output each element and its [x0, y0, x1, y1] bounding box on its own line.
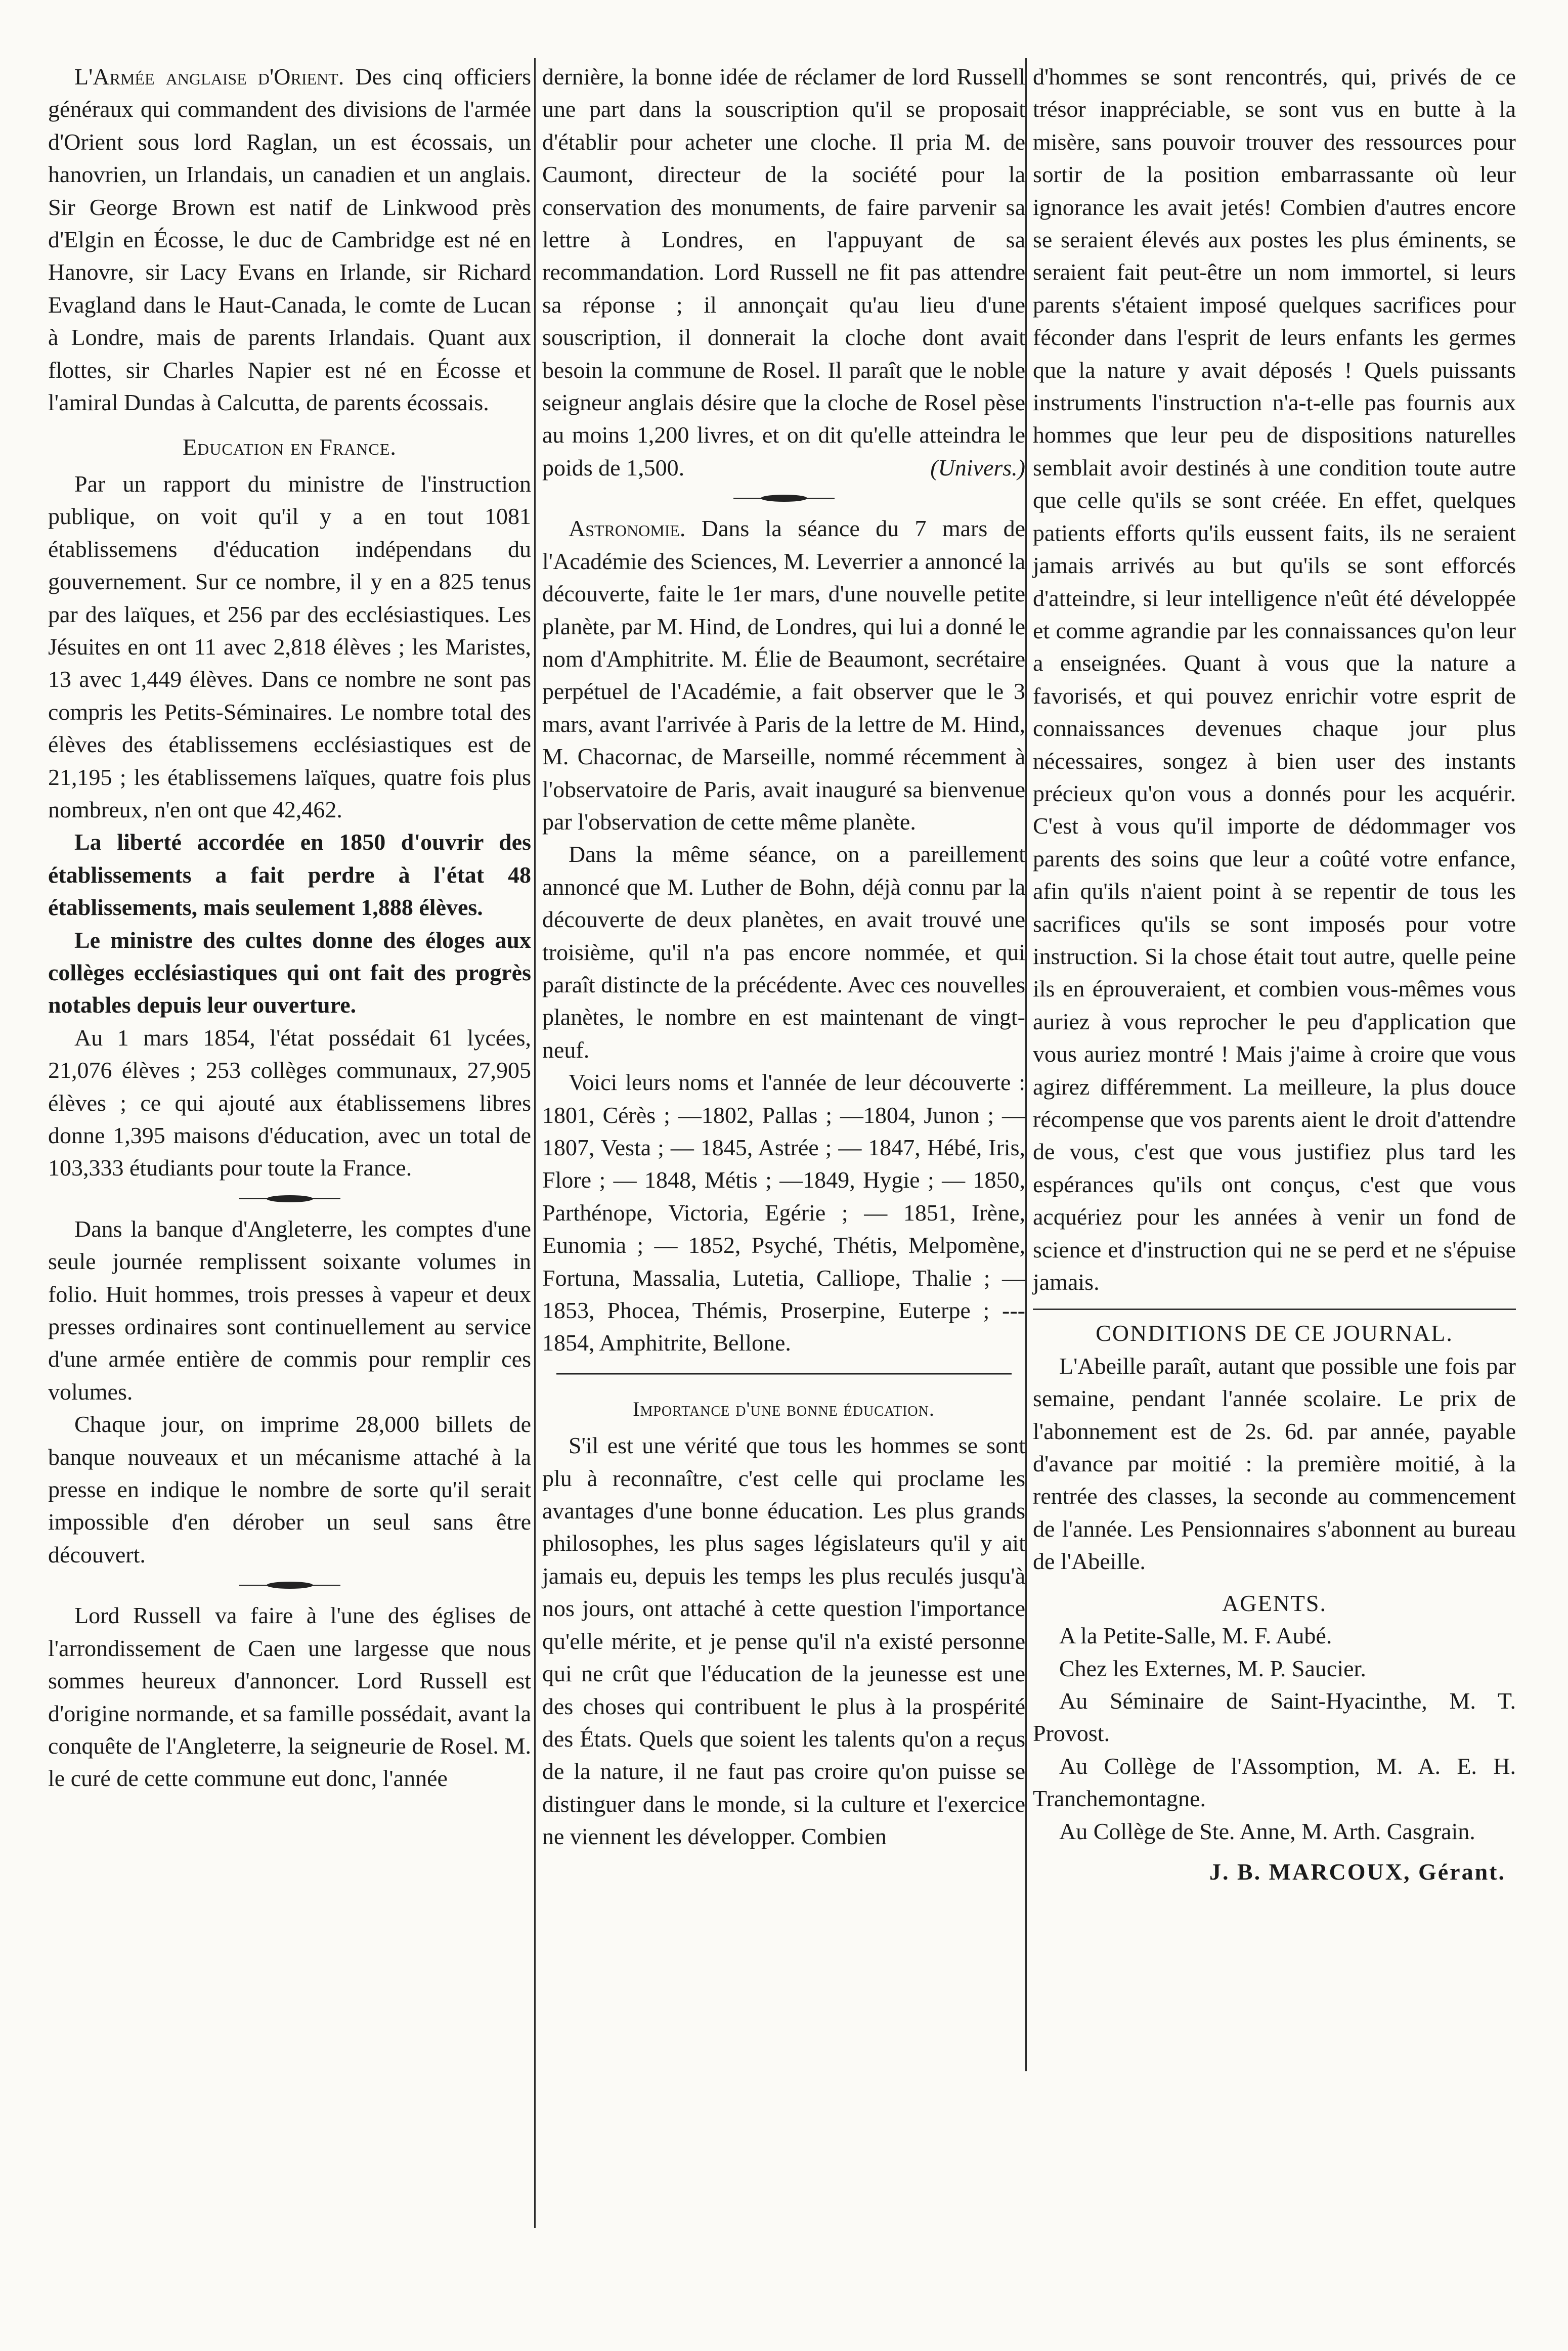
agent-line: Chez les Externes, M. P. Saucier. — [1059, 1655, 1366, 1681]
article-armee — [48, 61, 531, 419]
column-rule — [534, 58, 536, 2228]
separator-ornament — [48, 1192, 531, 1206]
article-heading: L'Armée anglaise d'Orient. — [74, 64, 344, 90]
paragraph: Voici leurs noms et l'année de leur découverte : 1801, Cérès ; —1802, Pallas ; —1804, Junon ; — 1807, Vesta ; — 1845, Astrée ; — 1847, Hébé, Iris, Flore ; — 1848, Métis ; —1849, Hygie ; — 1850, Parthénope, Victoria, Egérie ; — 1851, Irène, Eunomia ; — 1852, Psyché, Thétis, Melpomène, Fortuna, Massalia, Lutetia, Calliope, Thalie ; —1853, Phocea, Thémis, Proserpine, Euterpe ; --- 1854, Amphitrite, Bellone. — [542, 1069, 1025, 1356]
source-citation: (Univers.) — [930, 454, 1025, 481]
agent-line: A la Petite-Salle, M. F. Aubé. — [1059, 1623, 1332, 1649]
paragraph — [542, 61, 1025, 484]
column-left — [48, 61, 531, 1795]
paragraph-text: dernière, la bonne idée de réclamer de lord Russell une part dans la souscription qu'il se proposait d'établir pour acheter une cloche. Il pria M. de Caumont, directeur de la société pour la conservation des monuments, de faire parvenir sa lettre à Londres, en l'appuyant de sa recommandation. Lord Russell ne fit pas attendre sa réponse ; il annonçait qu'au lieu d'une souscription, il donnerait la cloche dont avait besoin la commune de Rosel. Il paraît que le noble seigneur anglais désire que la cloche de Rosel pèse au moins 1,200 livres, et on dit qu'elle atteindra le poids de 1,500. — [542, 64, 1025, 481]
article-body: Des cinq officiers généraux qui commandent des divisions de l'armée d'Orient sous lord Raglan, un est écossais, un hanovrien, un Irlandais, un canadien et un anglais. Sir George Brown est natif de Linkwood près d'Elgin en Écosse, le duc de Cambridge est né en Hanovre, sir Lacy Evans en Irlande, sir Richard Evagland dans le Haut-Canada, le comte de Lucan à Londre, mais de parents Irlandais. Quant aux flottes, sir Charles Napier est né en Écosse et l'amiral Dundas à Calcutta, de parents écossais. — [48, 64, 532, 416]
paragraph: Dans la banque d'Angleterre, les comptes d'une seule journée remplissent soixante volumes in folio. Huit hommes, trois presses à vapeur et deux presses ordinaires sont continuellement au service d'une armée entière de commis pour remplir ces volumes. — [48, 1215, 531, 1405]
agent-line: Au Collège de Ste. Anne, M. Arth. Casgrain. — [1059, 1818, 1475, 1844]
article-body: Dans la séance du 7 mars de l'Académie des Sciences, M. Leverrier a annoncé la découverte, faite le 1er mars, d'une nouvelle petite planète, par M. Hind, de Londres, qui lui a donné le nom d'Amphitrite. M. Élie de Beaumont, secrétaire perpétuel de l'Académie, a fait observer que le 3 mars, avant l'arrivée à Paris de la lettre de M. Hind, M. Chacornac, de Marseille, nommé récemment à l'observatoire de Paris, avait inauguré sa bienvenue par l'observation de cette même planète. — [542, 515, 1026, 835]
signature: J. B. MARCOUX, Gérant. — [1209, 1858, 1506, 1885]
article-heading: Astronomie. — [569, 515, 686, 542]
paragraph: Dans la même séance, on a pareillement annoncé que M. Luther de Bohn, déjà connu par la découverte de deux planètes, en avait trouvé une troisième, qu'il n'a pas encore nommée, et qui paraît distincte de la précédente. Avec ces nouvelles planètes, le nombre en est maintenant de vingt-neuf. — [542, 841, 1025, 1063]
paragraph: d'hommes se sont rencontrés, qui, privés de ce trésor inappréciable, se sont vus en butte à la misère, sans pouvoir trouver des ressources pour sortir de la position embarrassante où leur ignorance les avait jetés! Combien d'autres encore se seraient élevés aux postes les plus éminents, se seraient fait peut-être un nom immortel, si leurs parents s'étaient imposé quelques sacrifices pour féconder dans l'esprit de leurs enfants les germes que la nature y avait déposés ! Quels puissants instruments l'instruction n'a-t-elle pas fournis aux hommes que leur peu de dispositions naturelles semblait avoir destinés à une condition toute autre que celle qu'ils se sont créée. En effet, quelques patients efforts qu'ils eussent faits, ils ne seraient jamais arrivés au but qu'ils se sont efforcés d'atteindre, si leur intelligence n'eût été développée et comme agrandie par les connaissances qu'on leur a enseignées. Quant à vous que la nature a favorisés, et qui pouvez enrichir votre esprit de connaissances devenues chaque jour plus nécessaires, songez à bien user des instants précieux qu'on vous a donnés pour les acquérir. C'est à vous qu'il importe de dédommager vos parents des soins que leur a coûté votre enfance, afin qu'ils n'aient point à se repentir de tous les sacrifices qu'ils se sont imposés pour votre instruction. Si la chose était tout autre, quelle peine ils en éprouveraient, et combien vous-mêmes vous auriez à vous reprocher le peu d'application que vous auriez montré ! Mais j'aime à croire que vous agirez différemment. La meilleure, la plus douce récompense que vos parents aient le droit d'attendre de vous, c'est que vous justifiez plus tard les espérances qu'ils ont conçus, c'est que vous acquériez pour les années à venir un fond de science et d'instruction qui ne se perd et ne s'épuise jamais. — [1033, 64, 1516, 1295]
separator-rule — [542, 1367, 1025, 1381]
agents-title: AGENTS. — [1222, 1590, 1327, 1616]
agent-line: Au Collège de l'Assomption, M. A. E. H. Tranchemontagne. — [1033, 1753, 1516, 1812]
paragraph: S'il est une vérité que tous les hommes se sont plu à reconnaître, c'est celle qui proclame les avantages d'une bonne éducation. Les plus grands philosophes, les plus sages législateurs qu'il y ait jamais eu, depuis les temps les plus reculés jusqu'à nos jours, ont attaché à cette question l'importance qu'elle mérite, et je pense qu'il n'a existé personne qui ne crût que l'éducation de la jeunesse est une des choses qui contribuent le plus à la prospérité des États. Quels que soient les talents qu'on a reçus de la nature, il ne faut pas croire qu'on puisse se distinguer dans le monde, si la culture et l'exercice ne viennent les développer. Combien — [542, 1432, 1025, 1850]
paragraph: La liberté accordée en 1850 d'ouvrir des établissements a fait perdre à l'état 48 établissements, mais seulement 1,888 élèves. — [48, 829, 531, 921]
paragraph: Le ministre des cultes donne des éloges aux collèges ecclésiastiques qui ont fait des progrès notables depuis leur ouverture. — [48, 927, 531, 1018]
column-middle — [542, 61, 1025, 1853]
conditions-body: L'Abeille paraît, autant que possible une fois par semaine, pendant l'année scolaire. Le prix de l'abonnement est de 2s. 6d. par année, payable d'avance par moitié : la première moitié, à la rentrée des classes, la seconde au commencement de l'année. Les Pensionnaires s'abonnent au bureau de l'Abeille. — [1033, 1353, 1516, 1575]
article-astronomie — [542, 512, 1025, 838]
paragraph: Lord Russell va faire à l'une des églises de l'arrondissement de Caen une largesse que nous sommes heureux d'annoncer. Lord Russell est d'origine normande, et sa famille possédait, avant la conquête de l'Angleterre, la seigneurie de Rosel. M. le curé de cette commune eut donc, l'année — [48, 1602, 531, 1792]
paragraph: Au 1 mars 1854, l'état possédait 61 lycées, 21,076 élèves ; 253 collèges communaux, 27,905 élèves ; ce qui ajouté aux établissemens libres donne 1,395 maisons d'éducation, avec un total de 103,333 étudiants pour toute la France. — [48, 1024, 531, 1181]
separator-ornament — [542, 491, 1025, 505]
separator-ornament — [48, 1578, 531, 1592]
paragraph: Chaque jour, on imprime 28,000 billets de banque nouveaux et un mécanisme attaché à la presse en indique le nombre de sorte qu'il serait impossible d'en dérober un seul sans être découvert. — [48, 1411, 531, 1568]
separator-rule — [1033, 1309, 1516, 1310]
conditions-title: CONDITIONS DE CE JOURNAL. — [1096, 1320, 1453, 1346]
column-rule — [1025, 58, 1027, 2071]
section-heading: Importance d'une bonne éducation. — [633, 1397, 935, 1420]
section-heading: Education en France. — [183, 434, 397, 460]
agent-line: Au Séminaire de Saint-Hyacinthe, M. T. Provost. — [1033, 1687, 1516, 1747]
column-right — [1033, 61, 1516, 1888]
paragraph: Par un rapport du ministre de l'instruction publique, on voit qu'il y a en tout 1081 établissemens d'éducation indépendans du gouvernement. Sur ce nombre, il y en a 825 tenus par des laïques, et 256 par des ecclésiastiques. Les Jésuites en ont 11 avec 2,818 élèves ; les Maristes, 13 avec 1,449 élèves. Dans ce nombre ne sont pas compris les Petits-Séminaires. Le nombre total des élèves des établissemens ecclésiastiques est de 21,195 ; les établissemens laïques, quatre fois plus nombreux, n'en ont que 42,462. — [48, 470, 531, 822]
